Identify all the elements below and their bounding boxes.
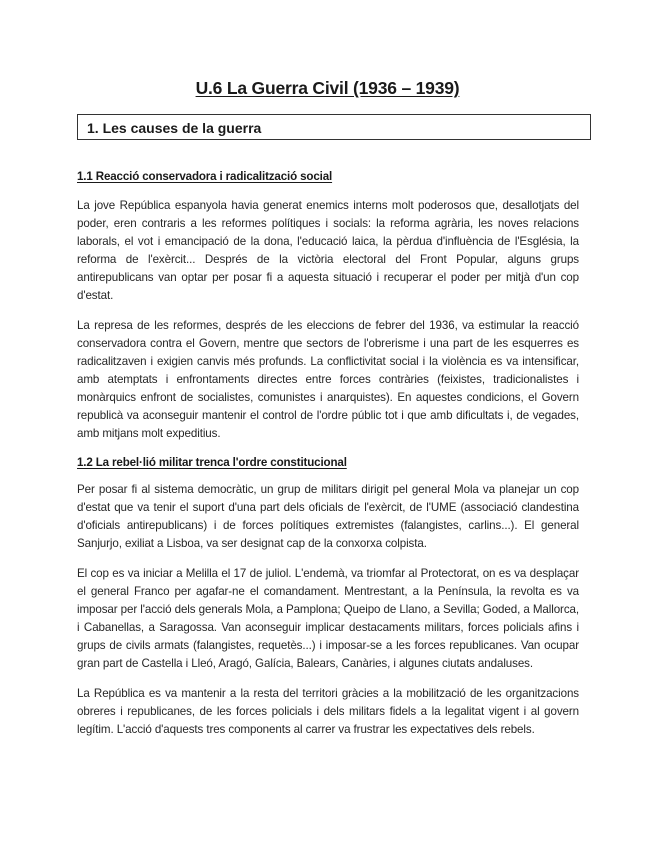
paragraph: Per posar fi al sistema democràtic, un grup de militars dirigit pel general Mola va planejar un cop d'estat que va tenir el suport d'una part dels oficials de l'exèrcit, de l'UME (associació clandestina d'oficials antirepublicans) i de forces polítiques extremistes (falangistes, carlins...). El general Sanjurjo, exiliat a Lisboa, va ser designat cap de la conxorxa colpista. [77, 483, 579, 550]
paragraph: El cop es va iniciar a Melilla el 17 de juliol. L'endemà, va triomfar al Protectorat, on es va desplaçar el general Franco per agafar-ne el comandament. Mentrestant, a la Península, la revolta es va imposar per l'acció dels generals Mola, a Pamplona; Queipo de Llano, a Sevilla; Goded, a Mallorca, i Cabanellas, a Saragossa. Van aconseguir implicar destacaments militars, forces policials afins i grups de civils armats (falangistes, requetès...) i imposar-se a les forces republicanes. Van ocupar gran part de Castella i Lleó, Aragó, Galícia, Balears, Canàries, i algunes ciutats andaluses. [77, 567, 579, 670]
document-body [77, 168, 579, 739]
paragraph: La jove República espanyola havia generat enemics interns molt poderosos que, desallotjats del poder, eren contraris a les reformes polítiques i socials: la reforma agrària, les noves relacions laborals, el vot i emancipació de la dona, l'educació laica, la pèrdua d'influència de l'Església, la reforma de l'exèrcit... Després de la victòria electoral del Front Popular, alguns grups antirepublicans van optar per posar fi a aquesta situació i recuperar el poder per mitjà d'un cop d'estat. [77, 199, 579, 302]
subsection-heading-rebellio: 1.2 La rebel·lió militar trenca l'ordre constitucional [77, 456, 347, 469]
section-heading-box: 1. Les causes de la guerra [77, 114, 591, 140]
paragraph: La República es va mantenir a la resta del territori gràcies a la mobilització de les organitzacions obreres i republicanes, de les forces policials i dels militars fidels a la legalitat vigent i al govern legítim. L'acció d'aquests tres components al carrer va frustrar les expectatives dels rebels. [77, 687, 579, 736]
paragraph: La represa de les reformes, després de les eleccions de febrer del 1936, va estimular la reacció conservadora contra el Govern, mentre que sectors de l'obrerisme i una part de les esquerres es radicalitzaven i exigien canvis més profunds. La conflictivitat social i la violència es va intensificar, amb atemptats i enfrontaments directes entre forces contràries (feixistes, tradicionalistes i monàrquics enfront de socialistes, comunistes i anarquistes). En aquestes condicions, el Govern republicà va aconseguir mantenir el control de l'ordre públic tot i que amb dificultats i, de vegades, amb mitjans molt expeditius. [77, 319, 579, 440]
subsection-heading-reaccio: 1.1 Reacció conservadora i radicalització social [77, 170, 333, 183]
page-title: U.6 La Guerra Civil (1936 – 1939) [195, 78, 460, 98]
